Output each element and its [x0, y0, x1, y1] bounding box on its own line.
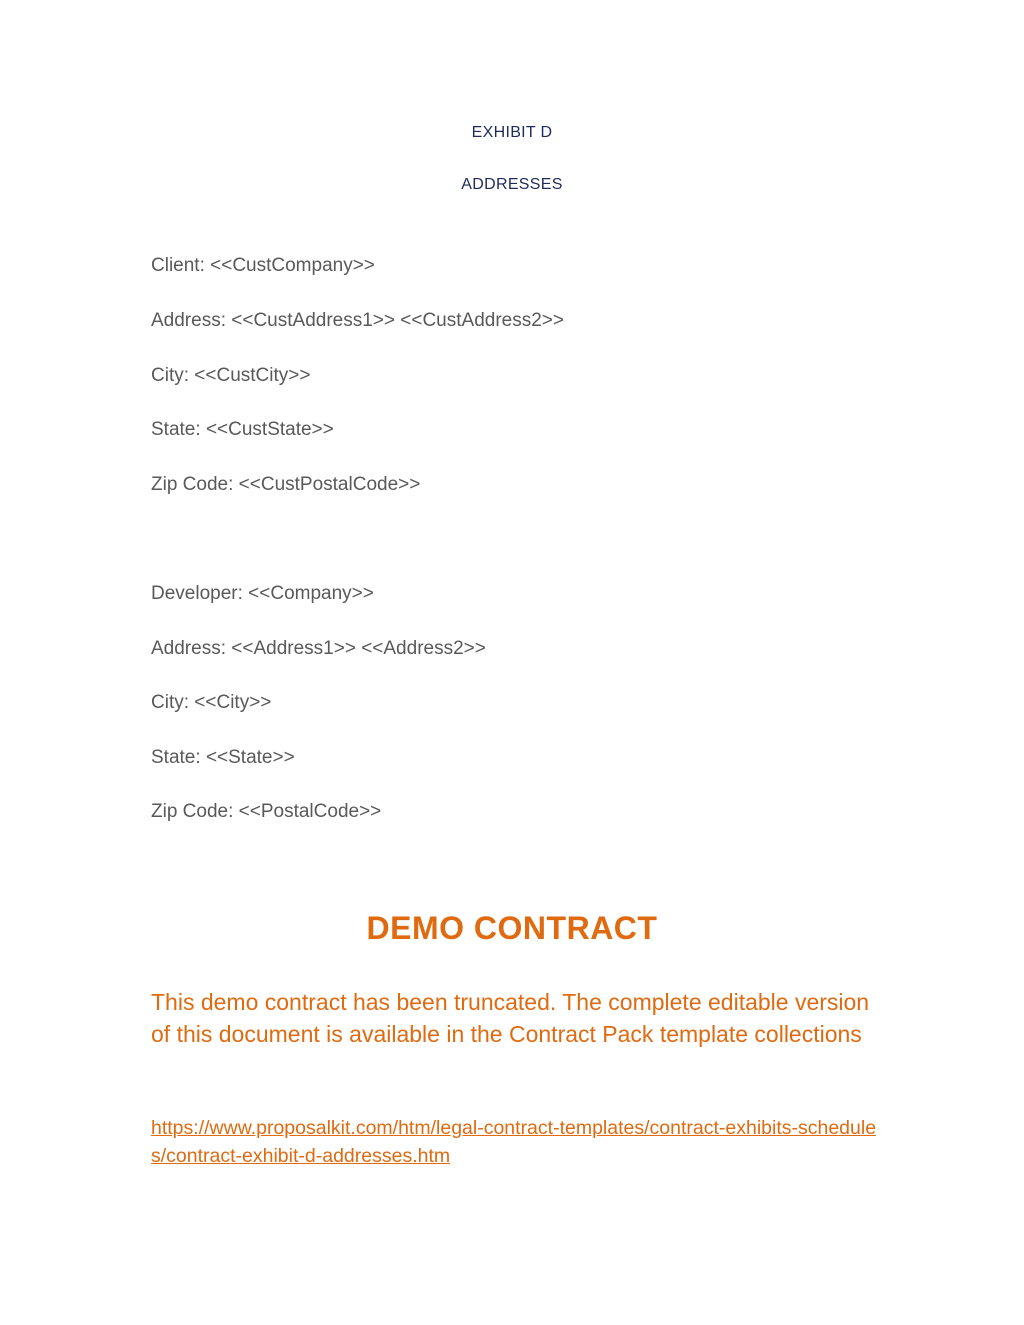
- exhibit-title: EXHIBIT D: [471, 124, 553, 141]
- client-address-line: [151, 310, 564, 332]
- developer-state-line: [151, 747, 295, 769]
- developer-state-value: <<State>>: [205, 747, 295, 768]
- client-address-value: <<CustAddress1>> <<CustAddress2>>: [231, 310, 564, 331]
- developer-zip-label: Zip Code:: [151, 801, 234, 822]
- developer-company-line: [151, 583, 374, 605]
- client-address-label: Address:: [151, 310, 226, 331]
- client-zip-line: [151, 474, 420, 496]
- client-state-value: <<CustState>>: [205, 419, 334, 440]
- client-company-line: [151, 255, 375, 277]
- developer-address-label: Address:: [151, 638, 226, 659]
- developer-city-line: [151, 692, 271, 714]
- developer-company-value: <<Company>>: [248, 583, 374, 604]
- developer-company-label: Developer:: [151, 583, 243, 604]
- demo-truncated-notice: This demo contract has been truncated. The complete editable version of this document is available in the Contract Pack template collections: [151, 989, 870, 1047]
- developer-address-line: [151, 638, 486, 660]
- client-state-label: State:: [151, 419, 201, 440]
- contract-pack-link[interactable]: https://www.proposalkit.com/htm/legal-contract-templates/contract-exhibits-schedules/contract-exhibit-d-addresses.htm: [151, 1117, 877, 1167]
- client-zip-value: <<CustPostalCode>>: [238, 474, 421, 495]
- developer-zip-value: <<PostalCode>>: [238, 801, 382, 822]
- client-company-label: Client:: [151, 255, 205, 276]
- developer-city-label: City:: [151, 692, 189, 713]
- developer-address-value: <<Address1>> <<Address2>>: [231, 638, 486, 659]
- client-zip-label: Zip Code:: [151, 474, 234, 495]
- developer-state-label: State:: [151, 747, 201, 768]
- client-state-line: [151, 419, 334, 441]
- developer-city-value: <<City>>: [194, 692, 272, 713]
- demo-contract-title: DEMO CONTRACT: [366, 910, 658, 946]
- client-city-label: City:: [151, 365, 189, 386]
- exhibit-subtitle: ADDRESSES: [461, 176, 563, 193]
- client-city-value: <<CustCity>>: [194, 365, 311, 386]
- client-city-line: [151, 365, 310, 387]
- client-company-value: <<CustCompany>>: [210, 255, 375, 276]
- developer-zip-line: [151, 801, 381, 823]
